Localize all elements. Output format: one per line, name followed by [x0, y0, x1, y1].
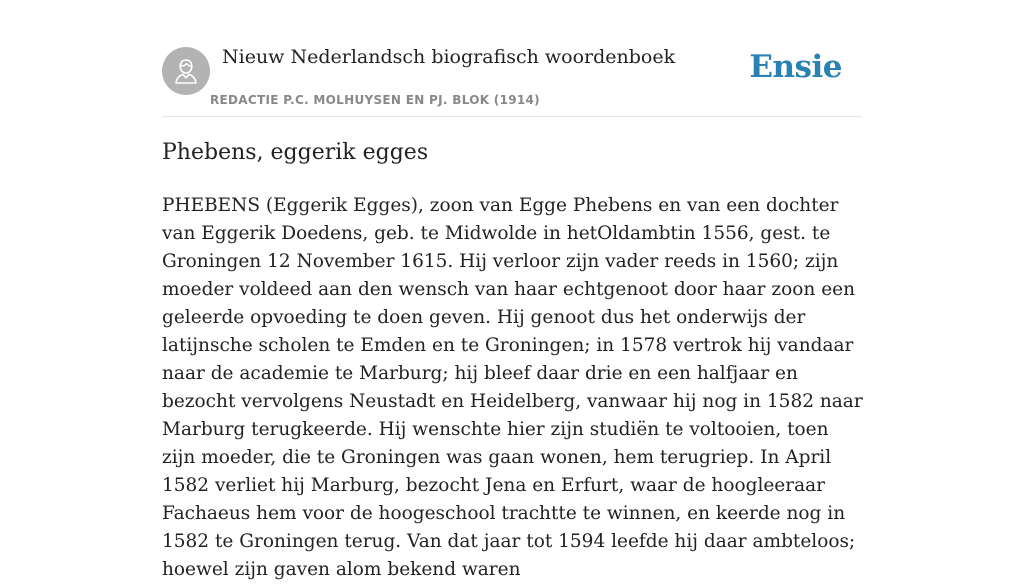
ensie-logo[interactable]: Ensie — [749, 49, 842, 85]
person-outline-icon — [173, 57, 199, 85]
book-title[interactable]: Nieuw Nederlandsch biografisch woordenboek — [222, 46, 676, 68]
header — [162, 0, 862, 117]
editors-credit: REDACTIE P.C. MOLHUYSEN EN PJ. BLOK (1914) — [210, 93, 540, 107]
article-body: PHEBENS (Eggerik Egges), zoon van Egge Phebens en van een dochter van Eggerik Doedens, geb. te Midwolde in hetOldambtin 1556, gest. te Groningen 12 November 1615. Hij verloor zijn vader reeds in 1560; zijn moeder voldeed aan den wensch van haar echtgenoot door haar zoon een geleerde opvoeding te doen geven. Hij genoot dus het onderwijs der latijnsche scholen te Emden en te Groningen; in 1578 vertrok hij vandaar naar de academie te Marburg; hij bleef daar drie en een halfjaar en bezocht vervolgens Neustadt en Heidelberg, vanwaar hij nog in 1582 naar Marburg terugkeerde. Hij wenschte hier zijn studiën te voltooien, toen zijn moeder, die te Groningen was gaan wonen, hem terugriep. In April 1582 verliet hij Marburg, bezocht Jena en Erfurt, waar de hoogleeraar Fachaeus hem voor de hoogeschool trachtte te winnen, en keerde nog in 1582 te Groningen terug. Van dat jaar tot 1594 leefde hij daar ambteloos; hoewel zijn gaven alom bekend waren — [162, 195, 863, 580]
article-title: Phebens, eggerik egges — [162, 140, 429, 165]
user-avatar-icon[interactable] — [162, 47, 210, 95]
